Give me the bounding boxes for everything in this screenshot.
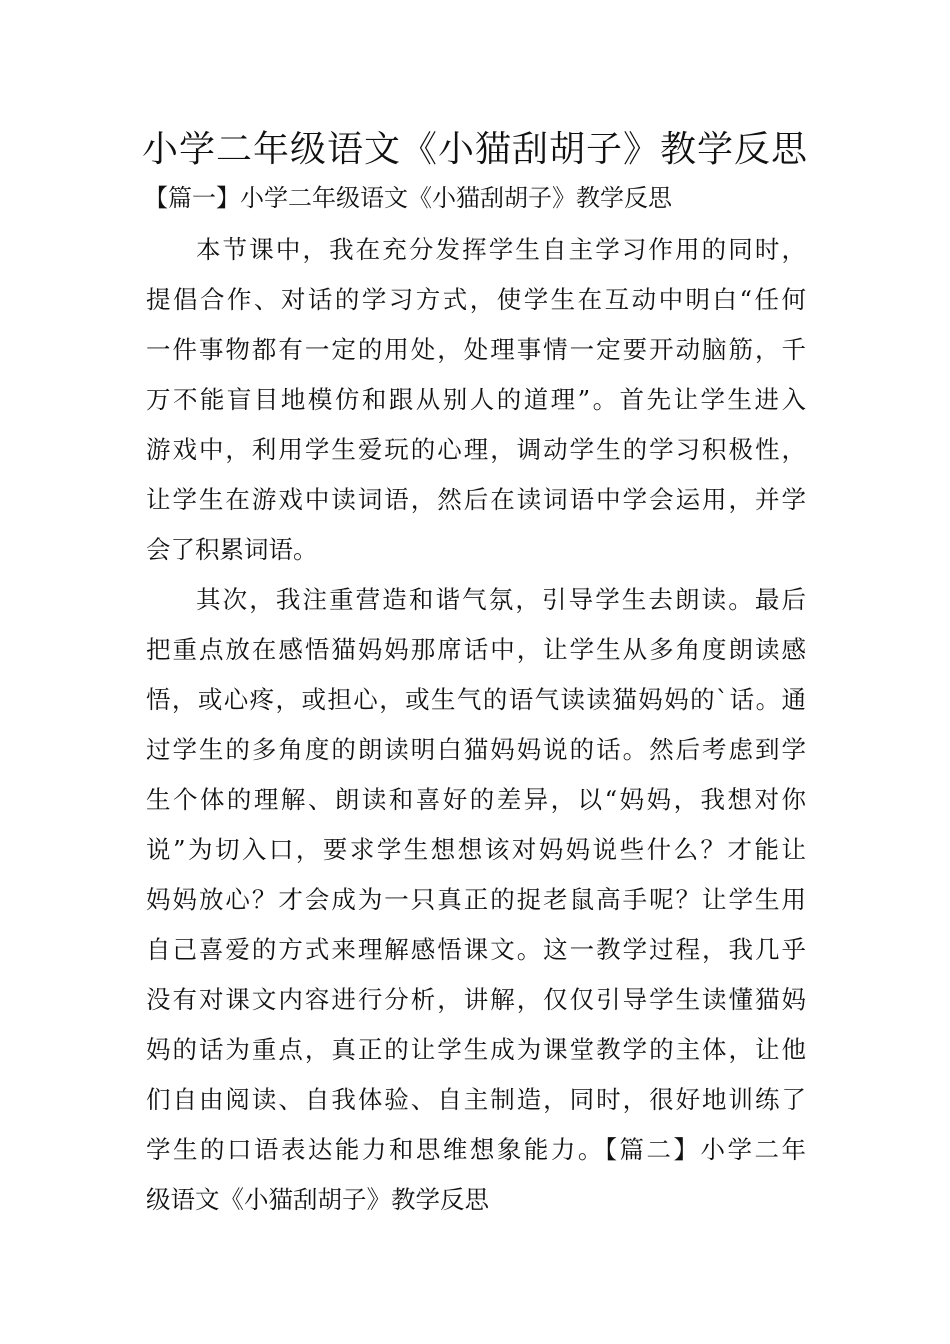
paragraph-line: 过学生的多角度的朗读明白猫妈妈说的话。然后考虑到学 <box>146 735 806 764</box>
paragraph-line: 妈的话为重点，真正的让学生成为课堂教学的主体，让他 <box>146 1035 806 1064</box>
document-title: 小学二年级语文《小猫刮胡子》教学反思 <box>141 129 808 170</box>
paragraph-line: 说”为切入口，要求学生想想该对妈妈说些什么？才能让 <box>146 835 806 864</box>
paragraph-line: 本节课中，我在充分发挥学生自主学习作用的同时， <box>196 235 806 264</box>
paragraph-line: 没有对课文内容进行分析，讲解，仅仅引导学生读懂猫妈 <box>146 985 806 1014</box>
section-heading: 【篇一】小学二年级语文《小猫刮胡子》教学反思 <box>144 184 672 212</box>
paragraph-line: 万不能盲目地模仿和跟从别人的道理”。首先让学生进入 <box>146 385 806 414</box>
paragraph-line: 级语文《小猫刮胡子》教学反思 <box>146 1185 489 1214</box>
paragraph-line: 其次，我注重营造和谐气氛，引导学生去朗读。最后 <box>196 585 806 614</box>
paragraph-1 <box>146 225 806 575</box>
paragraph-line: 自己喜爱的方式来理解感悟课文。这一教学过程，我几乎 <box>146 935 806 964</box>
paragraph-2 <box>146 575 806 1225</box>
paragraph-line: 一件事物都有一定的用处，处理事情一定要开动脑筋，千 <box>146 335 806 364</box>
paragraph-line: 妈妈放心？才会成为一只真正的捉老鼠高手呢？让学生用 <box>146 885 806 914</box>
paragraph-line: 们自由阅读、自我体验、自主制造，同时，很好地训练了 <box>146 1085 806 1114</box>
paragraph-line: 学生的口语表达能力和思维想象能力。【篇二】小学二年 <box>146 1135 806 1164</box>
paragraph-line: 游戏中，利用学生爱玩的心理，调动学生的学习积极性， <box>146 435 806 464</box>
paragraph-line: 把重点放在感悟猫妈妈那席话中，让学生从多角度朗读感 <box>146 635 806 664</box>
paragraph-line: 让学生在游戏中读词语，然后在读词语中学会运用，并学 <box>146 485 806 514</box>
paragraph-line: 生个体的理解、朗读和喜好的差异，以“妈妈，我想对你 <box>146 785 806 814</box>
paragraph-line: 悟，或心疼，或担心，或生气的语气读读猫妈妈的`话。通 <box>146 685 806 714</box>
paragraph-line: 会了积累词语。 <box>146 535 318 564</box>
paragraph-line: 提倡合作、对话的学习方式，使学生在互动中明白“任何 <box>146 285 806 314</box>
